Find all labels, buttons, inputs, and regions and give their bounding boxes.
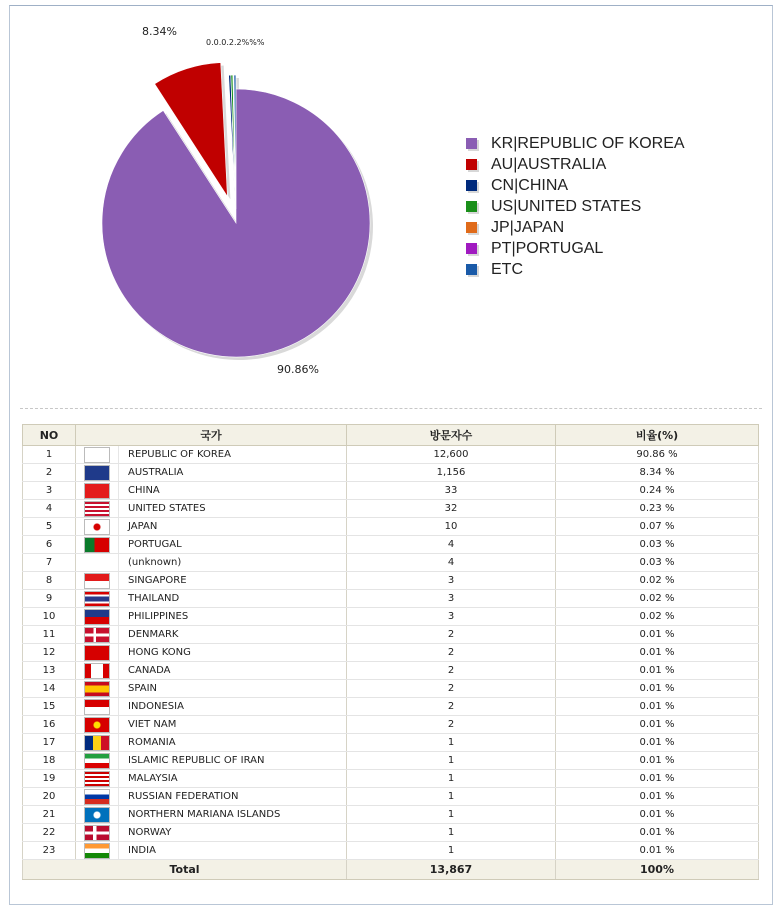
- table-row: [23, 788, 759, 806]
- row-country: PORTUGAL: [119, 536, 347, 554]
- row-flag: [76, 806, 119, 824]
- legend-item: [466, 238, 685, 259]
- row-visits: 1: [347, 842, 556, 860]
- row-flag: [76, 500, 119, 518]
- row-flag: [76, 482, 119, 500]
- legend-label: JP|JAPAN: [491, 218, 565, 236]
- row-no: 17: [23, 734, 76, 752]
- flag-sg-icon: [84, 573, 110, 589]
- legend-item: [466, 154, 685, 175]
- row-country: INDONESIA: [119, 698, 347, 716]
- row-no: 8: [23, 572, 76, 590]
- table-row: [23, 842, 759, 860]
- row-ratio: 0.02 %: [556, 608, 759, 626]
- header-no: NO: [23, 425, 76, 446]
- row-visits: 2: [347, 716, 556, 734]
- table-row: [23, 572, 759, 590]
- row-ratio: 0.01 %: [556, 644, 759, 662]
- table-row: [23, 824, 759, 842]
- row-visits: 12,600: [347, 446, 556, 464]
- flag-es-icon: [84, 681, 110, 697]
- row-country: MALAYSIA: [119, 770, 347, 788]
- row-ratio: 0.01 %: [556, 716, 759, 734]
- table-row: [23, 464, 759, 482]
- legend-label: US|UNITED STATES: [491, 197, 642, 215]
- row-no: 10: [23, 608, 76, 626]
- row-no: 15: [23, 698, 76, 716]
- row-country: CHINA: [119, 482, 347, 500]
- legend-label: AU|AUSTRALIA: [491, 155, 607, 173]
- row-ratio: 0.01 %: [556, 698, 759, 716]
- row-country: THAILAND: [119, 590, 347, 608]
- row-country: HONG KONG: [119, 644, 347, 662]
- flag-mp-icon: [84, 807, 110, 823]
- table-row: [23, 536, 759, 554]
- legend-item: [466, 259, 685, 280]
- row-no: 7: [23, 554, 76, 572]
- legend-swatch: [466, 159, 477, 170]
- visitor-table: [22, 424, 759, 880]
- row-ratio: 0.24 %: [556, 482, 759, 500]
- row-visits: 33: [347, 482, 556, 500]
- legend-swatch: [466, 222, 477, 233]
- row-country: VIET NAM: [119, 716, 347, 734]
- row-country: INDIA: [119, 842, 347, 860]
- row-visits: 1: [347, 806, 556, 824]
- row-ratio: 0.03 %: [556, 554, 759, 572]
- table-row: [23, 680, 759, 698]
- row-visits: 2: [347, 662, 556, 680]
- row-flag: [76, 842, 119, 860]
- pie-data-label: 8.34%: [142, 25, 177, 38]
- flag-ca-icon: [84, 663, 110, 679]
- table-row: [23, 644, 759, 662]
- row-visits: 3: [347, 590, 556, 608]
- row-no: 2: [23, 464, 76, 482]
- legend-swatch: [466, 201, 477, 212]
- table-row: [23, 608, 759, 626]
- table-row: [23, 716, 759, 734]
- row-visits: 1,156: [347, 464, 556, 482]
- row-visits: 1: [347, 824, 556, 842]
- chart-legend: [466, 133, 685, 280]
- row-ratio: 0.07 %: [556, 518, 759, 536]
- legend-item: [466, 217, 685, 238]
- legend-item: [466, 133, 685, 154]
- header-ratio: 비율(%): [556, 425, 759, 446]
- table-row: [23, 482, 759, 500]
- header-visits: 방문자수: [347, 425, 556, 446]
- flag-id-icon: [84, 699, 110, 715]
- table-row: [23, 770, 759, 788]
- table-row: [23, 698, 759, 716]
- row-no: 1: [23, 446, 76, 464]
- row-visits: 32: [347, 500, 556, 518]
- row-no: 13: [23, 662, 76, 680]
- row-no: 21: [23, 806, 76, 824]
- legend-swatch: [466, 243, 477, 254]
- row-ratio: 0.01 %: [556, 788, 759, 806]
- legend-label: CN|CHINA: [491, 176, 569, 194]
- row-no: 4: [23, 500, 76, 518]
- row-country: NORTHERN MARIANA ISLANDS: [119, 806, 347, 824]
- total-label: Total: [23, 860, 347, 880]
- total-ratio: 100%: [556, 860, 759, 880]
- row-visits: 2: [347, 626, 556, 644]
- flag-kr-icon: [84, 447, 110, 463]
- row-flag: [76, 752, 119, 770]
- row-visits: 2: [347, 680, 556, 698]
- table-row: [23, 806, 759, 824]
- row-ratio: 0.01 %: [556, 824, 759, 842]
- row-country: (unknown): [119, 554, 347, 572]
- pie-chart-area: [0, 0, 784, 400]
- total-visits: 13,867: [347, 860, 556, 880]
- row-flag: [76, 644, 119, 662]
- flag-au-icon: [84, 465, 110, 481]
- row-no: 16: [23, 716, 76, 734]
- row-flag: [76, 698, 119, 716]
- row-country: DENMARK: [119, 626, 347, 644]
- row-visits: 4: [347, 536, 556, 554]
- table-header-row: [23, 425, 759, 446]
- row-flag: [76, 734, 119, 752]
- table-row: [23, 554, 759, 572]
- row-flag: [76, 608, 119, 626]
- row-no: 9: [23, 590, 76, 608]
- pie-data-label: 90.86%: [277, 363, 319, 376]
- row-country: NORWAY: [119, 824, 347, 842]
- row-flag: [76, 680, 119, 698]
- flag-th-icon: [84, 591, 110, 607]
- row-no: 3: [23, 482, 76, 500]
- row-country: ROMANIA: [119, 734, 347, 752]
- row-visits: 4: [347, 554, 556, 572]
- legend-item: [466, 175, 685, 196]
- table-row: [23, 752, 759, 770]
- row-ratio: 8.34 %: [556, 464, 759, 482]
- row-ratio: 0.02 %: [556, 590, 759, 608]
- table-row: [23, 518, 759, 536]
- row-no: 23: [23, 842, 76, 860]
- row-visits: 1: [347, 770, 556, 788]
- row-no: 11: [23, 626, 76, 644]
- row-flag: [76, 446, 119, 464]
- legend-swatch: [466, 180, 477, 191]
- row-flag: [76, 590, 119, 608]
- row-ratio: 0.01 %: [556, 734, 759, 752]
- row-flag: [76, 518, 119, 536]
- table-row: [23, 662, 759, 680]
- row-ratio: 0.01 %: [556, 806, 759, 824]
- row-ratio: 0.01 %: [556, 662, 759, 680]
- flag-dk-icon: [84, 627, 110, 643]
- row-visits: 10: [347, 518, 556, 536]
- total-row: [23, 860, 759, 880]
- row-visits: 1: [347, 734, 556, 752]
- row-no: 12: [23, 644, 76, 662]
- row-visits: 2: [347, 644, 556, 662]
- flag-ir-icon: [84, 753, 110, 769]
- row-country: UNITED STATES: [119, 500, 347, 518]
- row-ratio: 90.86 %: [556, 446, 759, 464]
- pie-data-label: 0.0.0.2.2%%%: [206, 38, 265, 47]
- row-visits: 3: [347, 608, 556, 626]
- row-ratio: 0.01 %: [556, 626, 759, 644]
- flag-jp-icon: [84, 519, 110, 535]
- legend-label: KR|REPUBLIC OF KOREA: [491, 134, 685, 152]
- legend-label: ETC: [491, 260, 523, 278]
- row-ratio: 0.02 %: [556, 572, 759, 590]
- row-no: 14: [23, 680, 76, 698]
- row-ratio: 0.23 %: [556, 500, 759, 518]
- row-flag: [76, 662, 119, 680]
- row-visits: 3: [347, 572, 556, 590]
- table-row: [23, 446, 759, 464]
- row-country: SPAIN: [119, 680, 347, 698]
- flag-ph-icon: [84, 609, 110, 625]
- row-flag: [76, 626, 119, 644]
- row-flag: [76, 770, 119, 788]
- row-flag: [76, 464, 119, 482]
- table-row: [23, 500, 759, 518]
- flag-pt-icon: [84, 537, 110, 553]
- row-visits: 2: [347, 698, 556, 716]
- row-ratio: 0.01 %: [556, 770, 759, 788]
- flag-hk-icon: [84, 645, 110, 661]
- table-row: [23, 590, 759, 608]
- row-flag: [76, 716, 119, 734]
- row-flag: [76, 824, 119, 842]
- row-country: RUSSIAN FEDERATION: [119, 788, 347, 806]
- flag-in-icon: [84, 843, 110, 859]
- legend-swatch: [466, 138, 477, 149]
- row-country: AUSTRALIA: [119, 464, 347, 482]
- row-no: 6: [23, 536, 76, 554]
- row-flag: [76, 554, 119, 572]
- row-flag: [76, 572, 119, 590]
- row-flag: [76, 788, 119, 806]
- row-country: ISLAMIC REPUBLIC OF IRAN: [119, 752, 347, 770]
- row-ratio: 0.03 %: [556, 536, 759, 554]
- legend-label: PT|PORTUGAL: [491, 239, 604, 257]
- row-visits: 1: [347, 752, 556, 770]
- row-no: 22: [23, 824, 76, 842]
- flag-ru-icon: [84, 789, 110, 805]
- row-country: PHILIPPINES: [119, 608, 347, 626]
- flag-ro-icon: [84, 735, 110, 751]
- row-ratio: 0.01 %: [556, 752, 759, 770]
- row-country: SINGAPORE: [119, 572, 347, 590]
- legend-swatch: [466, 264, 477, 275]
- flag-us-icon: [84, 501, 110, 517]
- row-flag: [76, 536, 119, 554]
- row-visits: 1: [347, 788, 556, 806]
- row-country: CANADA: [119, 662, 347, 680]
- row-no: 18: [23, 752, 76, 770]
- row-ratio: 0.01 %: [556, 842, 759, 860]
- legend-item: [466, 196, 685, 217]
- row-no: 5: [23, 518, 76, 536]
- row-country: JAPAN: [119, 518, 347, 536]
- flag-my-icon: [84, 771, 110, 787]
- flag-vn-icon: [84, 717, 110, 733]
- table-row: [23, 734, 759, 752]
- row-no: 19: [23, 770, 76, 788]
- section-divider: [20, 408, 762, 409]
- flag-cn-icon: [84, 483, 110, 499]
- header-country: 국가: [76, 425, 347, 446]
- row-country: REPUBLIC OF KOREA: [119, 446, 347, 464]
- table-row: [23, 626, 759, 644]
- row-no: 20: [23, 788, 76, 806]
- flag-no-icon: [84, 825, 110, 841]
- row-ratio: 0.01 %: [556, 680, 759, 698]
